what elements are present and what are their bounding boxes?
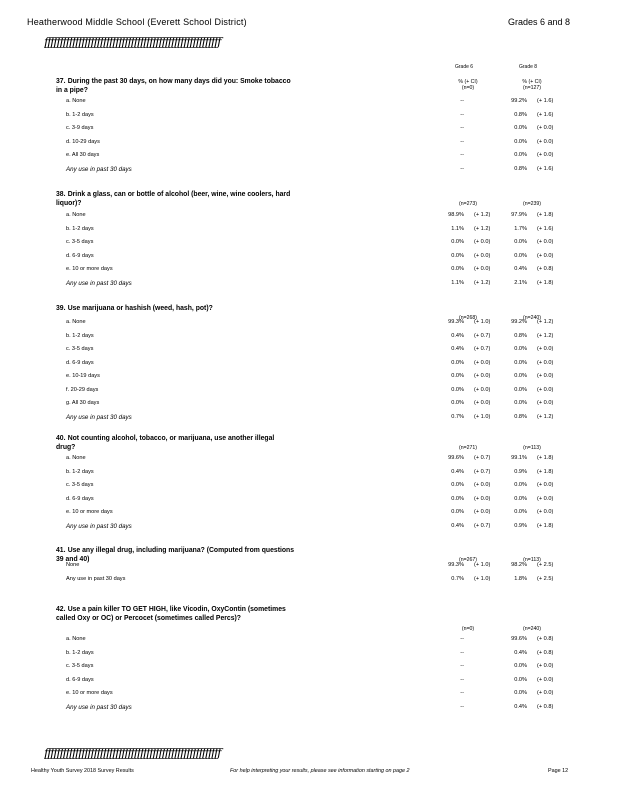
grade8-ci: (+ 1.8) [537,279,554,286]
response-label: d. 6-9 days [66,676,94,683]
grade6-ci: (+ 1.0) [474,319,491,325]
grade8-percent: 0.0% [514,252,527,259]
grade6-percent: -- [460,703,464,710]
grade6-percent: 98.9% [448,212,464,218]
grade6-ci: (+ 0.0) [474,386,491,393]
grade8-percent: 0.8% [514,111,527,118]
grade6-ci: (+ 0.0) [474,400,491,406]
response-row [0,523,618,533]
question-wording: During the past 30 days, on how many days did you: Smoke tobacco in a pipe? [56,76,291,94]
response-row [0,266,618,276]
grade8-ci: (+ 0.0) [537,252,554,259]
grade8-ci: (+ 0.0) [537,482,554,488]
response-row [0,139,618,149]
grade6-ci: (+ 0.7) [474,522,491,529]
response-row [0,98,618,108]
response-label: d. 6-9 days [66,252,94,259]
grade8-ci: (+ 1.2) [537,332,554,339]
grade6-ci: (+ 0.7) [474,455,491,461]
grade8-percent: 0.0% [514,676,527,683]
grade8-ci: (+ 2.5) [537,562,554,568]
question-number: 37. [56,76,66,85]
grade6-percent: 0.0% [451,509,464,515]
grade6-sample-size: (n=267) [458,557,478,563]
grade8-percent: 99.6% [511,636,527,642]
grade6-percent: -- [460,152,464,158]
grade6-percent: -- [460,690,464,696]
response-label: e. All 30 days [66,152,100,158]
grade6-percent: 99.3% [448,562,464,568]
grade8-percent: 0.0% [514,152,527,158]
question-wording: Use marijuana or hashish (weed, hash, pot)? [67,303,213,312]
grade8-percent: 99.1% [511,455,527,461]
response-row [0,112,618,122]
response-label: c. 3-5 days [66,482,94,488]
grade8-sample-size: (n=240) [522,626,542,632]
grade6-ci: (+ 0.7) [474,346,491,352]
grade6-percent: -- [460,98,464,104]
grade6-percent: 99.3% [448,319,464,325]
grade8-percent: 97.9% [511,212,527,218]
response-label: a. None [66,319,86,325]
grade6-percent: 0.0% [451,386,464,393]
grade8-sample-size: (n=239) [522,201,542,207]
grade6-ci: (+ 0.0) [474,252,491,259]
question-wording: Use any illegal drug, including marijuana? (Computed from questions 39 and 40) [56,545,295,563]
grade8-ci: (+ 1.6) [537,225,554,232]
grade8-ci: (+ 0.0) [537,495,554,502]
grade6-column-header: Grade 6 [455,64,474,70]
grade6-percent: -- [460,111,464,118]
question-wording: Not counting alcohol, tobacco, or marijuana, use another illegal drug? [56,433,275,451]
grade6-percent: 99.6% [448,455,464,461]
response-label: e. 10 or more days [66,509,113,515]
response-label: Any use in past 30 days [66,522,132,530]
response-row [0,482,618,492]
question-text [56,433,295,451]
grade8-sample-size: (n=113) [523,557,541,563]
grade8-percent: 0.0% [514,386,527,393]
grade8-percent: 0.0% [514,400,527,406]
response-row [0,496,618,506]
grade6-percent: 0.7% [451,575,464,582]
grade6-percent: 1.1% [451,279,464,286]
question-number: 39. [56,303,66,312]
question-number: 38. [56,189,66,198]
grade8-ci: (+ 0.0) [537,239,554,245]
footer-page-number: Page 12 [548,768,569,774]
grade8-percent: 0.0% [514,373,527,379]
question-number: 42. [56,604,66,613]
grade8-percent: 99.2% [511,98,527,104]
grade6-ci: (+ 1.2) [474,212,491,218]
grade8-ci: (+ 2.5) [537,575,554,582]
grade8-ci: (+ 0.0) [537,676,554,683]
grade8-percent: 1.7% [514,225,527,232]
grade6-percent: 0.0% [451,373,464,379]
response-label: c. 3-9 days [66,125,94,131]
response-label: e. 10 or more days [66,690,113,696]
response-row [0,253,618,263]
response-label: b. 1-2 days [66,649,94,656]
grade8-ci: (+ 0.0) [537,663,554,669]
grade6-percent: 1.1% [451,225,464,232]
grade6-ci-header: % (+ CI) [458,79,478,85]
response-row [0,677,618,687]
grade8-percent: 0.9% [514,468,527,475]
grade8-sample-size: (n=240) [522,315,542,321]
grade6-ci: (+ 1.0) [474,562,491,568]
grade8-ci: (+ 0.0) [537,152,554,158]
grade8-ci: (+ 0.8) [537,266,554,272]
question-text [56,303,295,312]
response-label: Any use in past 30 days [66,279,132,287]
grade8-ci-header: % (+ CI) [522,79,542,85]
school-header: Heatherwood Middle School (Everett School District) [27,17,247,27]
grade8-ci: (+ 0.0) [537,138,554,145]
response-label: f. 20-29 days [66,386,99,393]
grade6-percent: -- [460,636,464,642]
question-number: 40. [56,433,66,442]
grade8-percent: 0.0% [514,359,527,366]
response-row [0,280,618,290]
grade8-percent: 0.8% [514,165,527,172]
grade6-ci: (+ 0.0) [474,482,491,488]
response-label: c. 3-5 days [66,346,94,352]
grade6-percent: -- [460,138,464,145]
grade6-percent: 0.0% [451,495,464,502]
response-row [0,212,618,222]
grade6-ci: (+ 0.0) [474,359,491,366]
grade6-ci: (+ 0.7) [474,332,491,339]
response-label: Any use in past 30 days [66,575,126,582]
grade8-ci: (+ 0.8) [537,703,554,710]
response-label: a. None [66,212,86,218]
grade8-percent: 0.0% [514,482,527,488]
response-label: d. 10-29 days [66,138,100,145]
response-label: e. 10 or more days [66,266,113,272]
grade6-percent: -- [460,165,464,172]
response-label: c. 3-5 days [66,239,94,245]
grade6-percent: 0.4% [451,346,464,352]
grade8-percent: 0.9% [514,522,527,529]
grade8-percent: 0.4% [514,703,527,710]
response-row [0,226,618,236]
grade8-ci: (+ 1.2) [537,413,554,420]
grade8-percent: 0.0% [514,663,527,669]
grade8-percent: 0.0% [514,239,527,245]
grade8-ci: (+ 0.0) [537,125,554,131]
grade6-percent: 0.4% [451,468,464,475]
response-row [0,125,618,135]
grade6-percent: 0.4% [451,522,464,529]
question-text [56,76,295,94]
response-label: Any use in past 30 days [66,165,132,173]
grade6-ci: (+ 0.0) [474,373,491,379]
grade8-percent: 98.2% [511,562,527,568]
grade6-sample-size: (n=0) [461,626,475,632]
response-label: a. None [66,98,86,104]
response-label: a. None [66,455,86,461]
response-row [0,636,618,646]
question-number: 41. [56,545,66,554]
grade6-sample-size: (n=268) [458,315,478,321]
grade6-percent: -- [460,649,464,656]
response-row [0,690,618,700]
response-row [0,704,618,714]
grade8-ci: (+ 0.0) [537,346,554,352]
grade6-percent: -- [460,125,464,131]
top-rule: ƒƒƒƒƒƒƒƒƒƒƒƒƒƒƒƒƒƒƒƒƒƒƒƒƒƒƒƒƒƒƒƒƒƒƒƒƒƒƒƒƒƒƒƒƒƒƒƒƒƒƒƒƒƒƒƒƒ [44,36,221,48]
grade8-ci: (+ 0.0) [537,386,554,393]
grade8-ci: (+ 1.8) [537,212,554,218]
grade8-ci: (+ 0.0) [537,509,554,515]
grade8-ci: (+ 0.8) [537,636,554,642]
response-row [0,469,618,479]
question-text [56,604,295,622]
response-row [0,319,618,329]
grade6-ci: (+ 1.0) [474,575,491,582]
response-row [0,346,618,356]
grade8-percent: 0.0% [514,495,527,502]
grade8-ci: (+ 1.6) [537,165,554,172]
grades-header: Grades 6 and 8 [508,17,571,27]
grade8-percent: 2.1% [514,279,527,286]
grade8-percent: 0.4% [514,266,527,272]
response-row [0,387,618,397]
grade8-percent: 0.8% [514,413,527,420]
question-text [56,189,295,207]
grade8-percent: 0.0% [514,509,527,515]
response-row [0,576,618,586]
response-label: e. 10-19 days [66,373,100,379]
response-row [0,650,618,660]
grade6-percent: -- [460,663,464,669]
grade6-ci: (+ 0.0) [474,495,491,502]
response-label: b. 1-2 days [66,111,94,118]
response-label: d. 6-9 days [66,495,94,502]
question-text [56,545,295,563]
response-row [0,509,618,519]
response-label: Any use in past 30 days [66,703,132,711]
grade8-percent: 0.8% [514,332,527,339]
question-wording: Drink a glass, can or bottle of alcohol (beer, wine, wine coolers, hard liquor)? [56,189,291,207]
response-row [0,562,618,572]
grade8-ci: (+ 1.8) [537,468,554,475]
response-row [0,333,618,343]
response-label: b. 1-2 days [66,332,94,339]
response-row [0,152,618,162]
grade6-sample-size: (n=0) [461,85,475,91]
grade6-ci: (+ 0.0) [474,239,491,245]
grade8-percent: 99.2% [511,319,527,325]
grade6-ci: (+ 1.2) [474,225,491,232]
grade6-ci: (+ 1.2) [474,279,491,286]
grade6-percent: 0.0% [451,359,464,366]
grade6-percent: 0.0% [451,400,464,406]
grade8-ci: (+ 0.8) [537,649,554,656]
grade6-percent: 0.0% [451,482,464,488]
grade8-ci: (+ 1.2) [537,319,554,325]
grade6-percent: 0.4% [451,332,464,339]
grade8-sample-size: (n=113) [523,445,541,451]
grade8-ci: (+ 1.8) [537,455,554,461]
response-row [0,239,618,249]
response-row [0,166,618,176]
grade8-ci: (+ 0.0) [537,690,554,696]
grade6-ci: (+ 1.0) [474,413,491,420]
grade6-sample-size: (n=273) [458,201,478,207]
grade6-sample-size: (n=271) [458,445,478,451]
response-row [0,663,618,673]
grade8-ci: (+ 0.0) [537,373,554,379]
response-label: c. 3-5 days [66,663,94,669]
response-label: Any use in past 30 days [66,413,132,421]
response-label: None [66,562,80,568]
footer-help-text: For help interpreting your results, please see information starting on page 2 [230,768,410,774]
grade8-ci: (+ 0.0) [537,359,554,366]
footer-survey-title: Healthy Youth Survey 2018 Survey Results [31,768,134,774]
grade6-ci: (+ 0.7) [474,468,491,475]
response-label: a. None [66,636,86,642]
response-row [0,360,618,370]
grade8-percent: 0.0% [514,346,527,352]
grade8-ci: (+ 1.8) [537,522,554,529]
grade6-percent: 0.7% [451,413,464,420]
grade8-ci: (+ 0.0) [537,400,554,406]
question-wording: Use a pain killer TO GET HIGH, like Vicodin, OxyContin (sometimes called Oxy or OC) or Percocet (sometimes called Percs)? [56,604,286,622]
grade8-column-header: Grade 8 [519,64,538,70]
grade8-percent: 0.0% [514,138,527,145]
response-row [0,414,618,424]
grade6-percent: -- [460,676,464,683]
grade6-percent: 0.0% [451,266,464,272]
grade6-ci: (+ 0.0) [474,509,491,515]
response-row [0,455,618,465]
response-label: b. 1-2 days [66,225,94,232]
response-label: b. 1-2 days [66,468,94,475]
response-row [0,400,618,410]
grade6-percent: 0.0% [451,252,464,259]
response-label: g. All 30 days [66,400,100,406]
grade6-ci: (+ 0.0) [474,266,491,272]
grade6-percent: 0.0% [451,239,464,245]
grade8-ci: (+ 1.6) [537,98,554,104]
response-label: d. 6-9 days [66,359,94,366]
grade8-sample-size: (n=127) [522,85,542,91]
grade8-percent: 0.0% [514,125,527,131]
grade8-ci: (+ 1.6) [537,111,554,118]
bottom-rule: ƒƒƒƒƒƒƒƒƒƒƒƒƒƒƒƒƒƒƒƒƒƒƒƒƒƒƒƒƒƒƒƒƒƒƒƒƒƒƒƒƒƒƒƒƒƒƒƒƒƒƒƒƒƒƒƒƒ [44,747,221,759]
grade8-percent: 0.4% [514,649,527,656]
grade8-percent: 0.0% [514,690,527,696]
grade8-percent: 1.8% [514,575,527,582]
response-row [0,373,618,383]
